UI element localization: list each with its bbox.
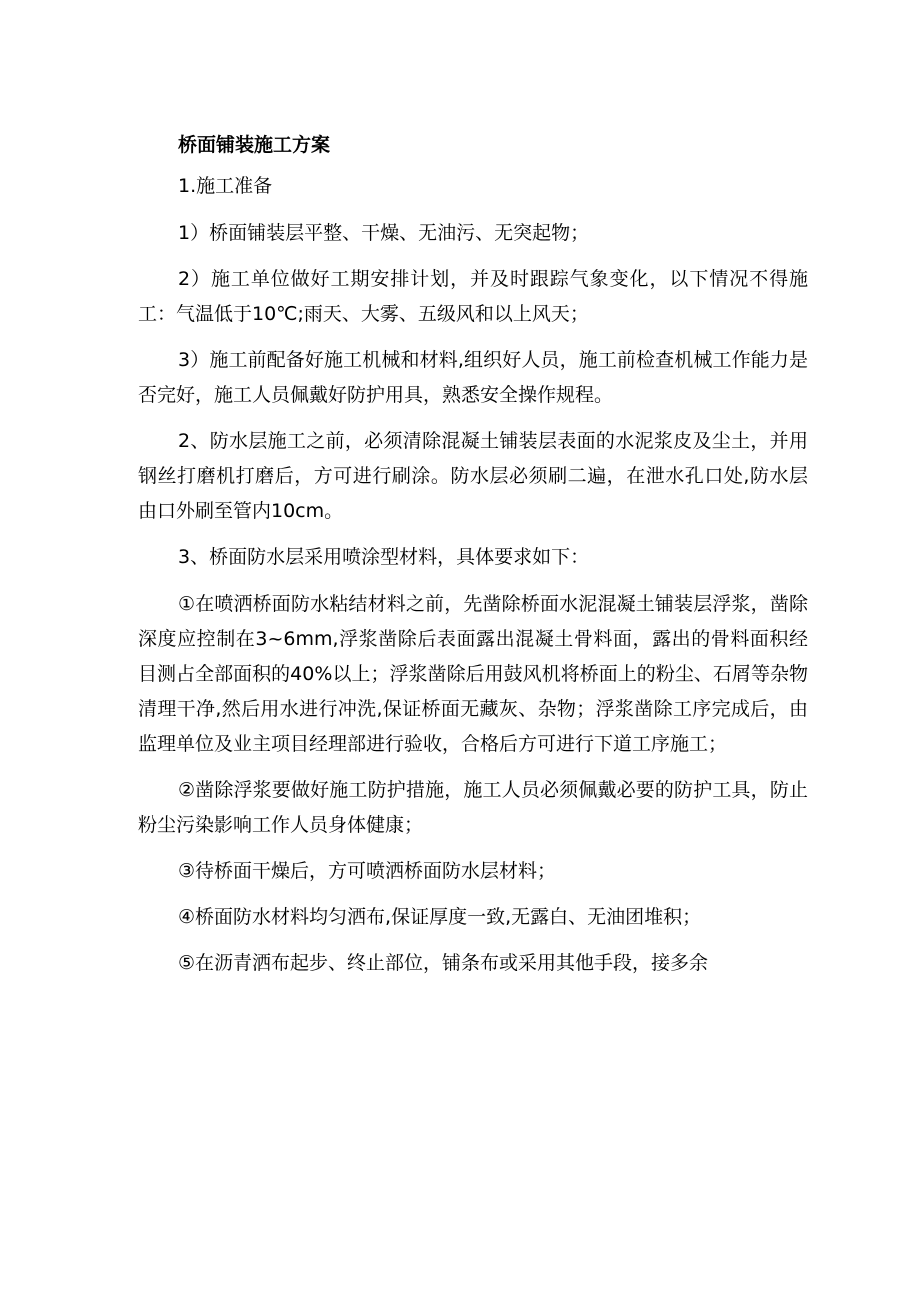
paragraph-prep-2: 2）施工单位做好工期安排计划，并及时跟踪气象变化，以下情况不得施工：气温低于10℃;雨天、大雾、五级风和以上风天；	[138, 268, 808, 325]
paragraph-requirement-2: ②凿除浮浆要做好施工防护措施，施工人员必须佩戴必要的防护工具，防止粉尘污染影响工作人员身体健康；	[138, 779, 808, 836]
paragraph-requirement-4: ④桥面防水材料均匀洒布,保证厚度一致,无露白、无油团堆积；	[178, 906, 702, 928]
paragraph-requirement-3: ③待桥面干燥后，方可喷洒桥面防水层材料；	[178, 860, 557, 882]
paragraph-waterproof-cleaning: 2、防水层施工之前，必须清除混凝土铺装层表面的水泥浆皮及尘土，并用钢丝打磨机打磨后，方可进行刷涂。防水层必须刷二遍，在泄水孔口处,防水层由口外刷至管内10cm。	[138, 430, 808, 522]
paragraph-requirement-1: ①在喷洒桥面防水粘结材料之前，先凿除桥面水泥混凝土铺装层浮浆，凿除深度应控制在3~6mm,浮浆凿除后表面露出混凝土骨料面，露出的骨料面积经目测占全部面积的40%以上；浮浆凿除后用鼓风机将桥面上的粉尘、石屑等杂物清理干净,然后用水进行冲洗,保证桥面无藏灰、杂物；浮浆凿除工序完成后，由监理单位及业主项目经理部进行验收，合格后方可进行下道工序施工；	[138, 593, 808, 755]
paragraph-requirement-5: ⑤在沥青洒布起步、终止部位，铺条布或采用其他手段，接多余	[178, 952, 709, 974]
document-body	[138, 126, 808, 992]
paragraph-waterproof-requirements: 3、桥面防水层采用喷涂型材料，具体要求如下：	[178, 546, 590, 568]
paragraph-prep-1: 1）桥面铺装层平整、干燥、无油污、无突起物；	[178, 222, 590, 244]
document-title: 桥面铺装施工方案	[178, 134, 331, 156]
paragraph-prep-3: 3）施工前配备好施工机械和材料,组织好人员，施工前检查机械工作能力是否完好，施工人员佩戴好防护用具，熟悉安全操作规程。	[138, 349, 808, 406]
section-heading-preparation: 1.施工准备	[178, 175, 273, 197]
